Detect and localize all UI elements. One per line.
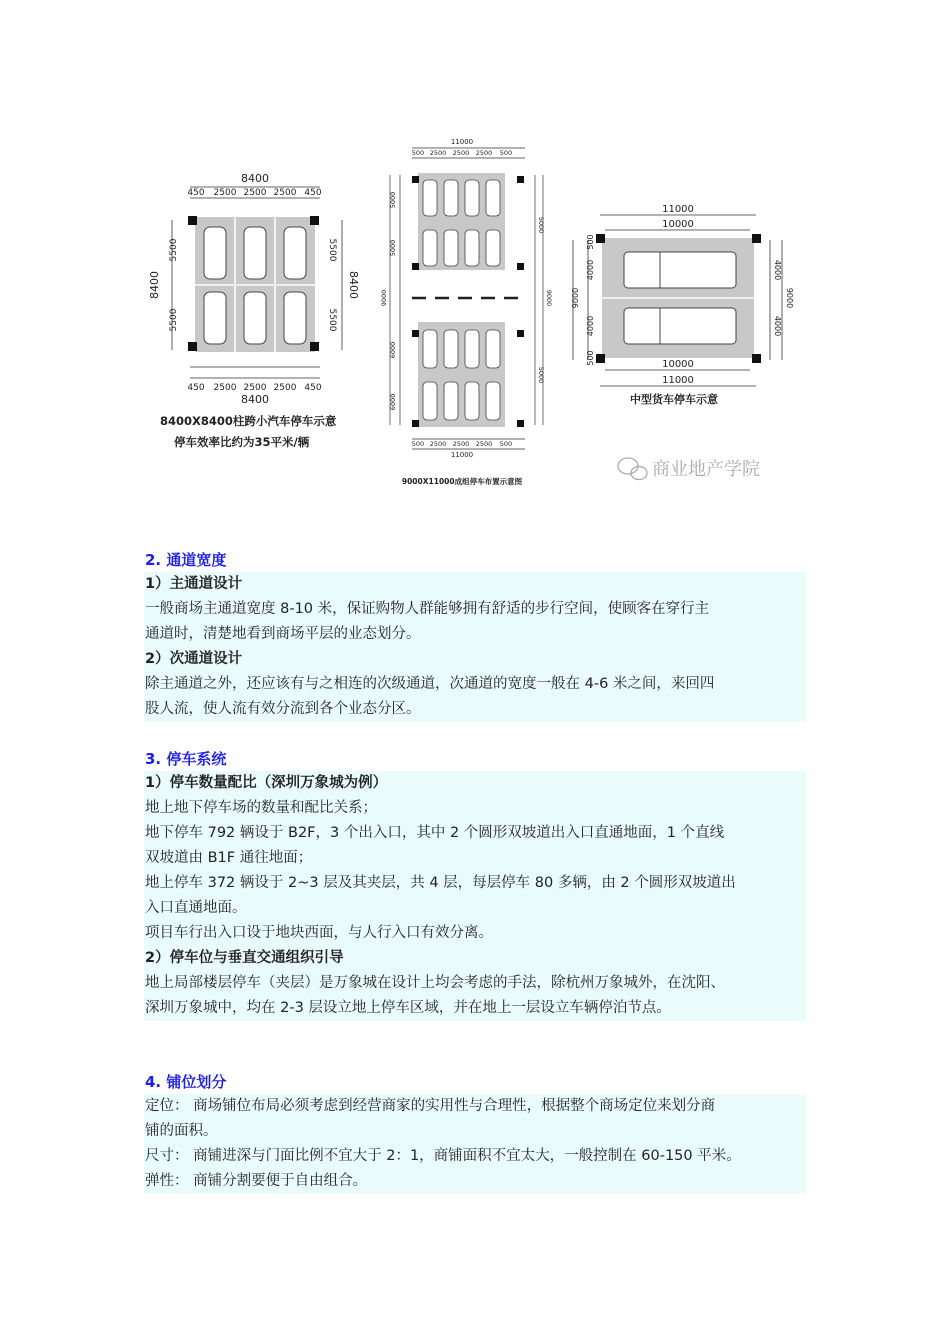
d2-bottom-part: 2500: [452, 440, 470, 448]
d2-top-part: 2500: [475, 149, 493, 157]
d2-right-dim: 5000: [537, 216, 545, 234]
section-title: 2. 通道宽度: [145, 551, 227, 569]
d2-caption: 9000X11000成组停车布置示意图: [401, 477, 523, 486]
paragraph-line: 除主通道之外，还应该有与之相连的次级通道，次通道的宽度一般在 4-6 米之间，来回四: [145, 676, 715, 692]
d2-top-dim: 11000: [450, 138, 474, 146]
d1-caption-line2: 停车效率比约为35平米/辆: [174, 435, 310, 449]
d1-bottom-part: 2500: [213, 383, 237, 393]
d1-bottom-part: 2500: [243, 383, 267, 393]
parking-diagram-figure: [150, 130, 810, 500]
d2-right-dim: 5000: [537, 366, 545, 384]
section-shop-division: [144, 1070, 806, 1194]
d1-caption-line1: 8400X8400柱跨小汽车停车示意: [160, 414, 337, 428]
d1-bottom-dim: 8400: [241, 393, 269, 406]
watermark: [618, 458, 760, 480]
d2-top-part: 2500: [429, 149, 447, 157]
section-parking-system: [144, 747, 806, 1021]
d2-top-part: 500: [499, 149, 513, 157]
paragraph-line: 尺寸： 商铺进深与门面比例不宜大于 2：1，商铺面积不宜太大，一般控制在 60-150 平米。: [145, 1148, 741, 1164]
d2-left-dim: 6000: [389, 393, 397, 411]
section-body: [144, 572, 806, 722]
d2-left-dim: 5000: [389, 239, 397, 257]
paragraph-line: 铺的面积。: [145, 1123, 218, 1139]
d1-top-part: 2500: [213, 188, 237, 198]
d2-left-dim: 6000: [389, 341, 397, 359]
d2-left-dim: 5000: [389, 191, 397, 209]
d2-top-part: 500: [411, 149, 425, 157]
paragraph-line: 一般商场主通道宽度 8-10 米，保证购物人群能够拥有舒适的步行空间，使顾客在穿行主: [145, 601, 710, 617]
d2-top-part: 2500: [452, 149, 470, 157]
d1-bottom-part: 450: [304, 383, 322, 393]
section-passage-width: [144, 548, 806, 722]
subheading: 2）停车位与垂直交通组织引导: [145, 950, 344, 966]
subheading: 2）次通道设计: [145, 651, 243, 667]
paragraph-line: 地上停车 372 辆设于 2~3 层及其夹层，共 4 层，每层停车 80 多辆，由 2 个圆形双坡道出: [145, 875, 736, 891]
diagram-group-9000x11000: [380, 138, 553, 486]
wechat-icon: [618, 458, 647, 480]
paragraph-line: 股人流，使人流有效分流到各个业态分区。: [145, 701, 421, 717]
d3-caption: 中型货车停车示意: [630, 393, 718, 406]
d1-top-part: 450: [304, 188, 322, 198]
d1-right-part: 5500: [327, 308, 337, 332]
d3-top-inner: 10000: [662, 219, 694, 230]
section-body: [144, 1094, 806, 1194]
paragraph-line: 定位： 商场铺位布局必须考虑到经营商家的实用性与合理性，根据整个商场定位来划分商: [145, 1098, 716, 1114]
d1-left-dim: 8400: [148, 271, 161, 299]
d1-right-part: 5500: [327, 238, 337, 262]
d1-top-part: 2500: [243, 188, 267, 198]
d1-bottom-part: 2500: [273, 383, 297, 393]
paragraph-line: 项目车行出入口设于地块西面，与人行入口有效分离。: [145, 925, 493, 941]
section-body: [144, 771, 806, 1021]
d2-bottom-part: 2500: [475, 440, 493, 448]
d1-top-dim: 8400: [241, 172, 269, 185]
section-title: 4. 铺位划分: [145, 1073, 227, 1091]
subheading: 1）主通道设计: [145, 576, 243, 592]
diagram-truck: [571, 204, 794, 406]
paragraph-line: 地上地下停车场的数量和配比关系；: [145, 800, 377, 816]
section-title: 3. 停车系统: [145, 750, 227, 768]
d3-left-part: 4000: [586, 259, 595, 281]
diagram-car-8400: [148, 172, 360, 449]
d1-right-dim: 8400: [347, 271, 360, 299]
paragraph-line: 弹性： 商铺分割要便于自由组合。: [145, 1173, 368, 1189]
d1-left-part: 5500: [169, 238, 179, 262]
d2-left-dim: 9000: [380, 289, 388, 307]
d3-bottom-inner: 10000: [662, 359, 694, 370]
d3-left-part: 500: [586, 350, 595, 366]
d3-left-dim: 9000: [571, 287, 580, 309]
paragraph-line: 地上局部楼层停车（夹层）是万象城在设计上均会考虑的手法，除杭州万象城外，在沈阳、: [145, 975, 725, 991]
paragraph-line: 通道时，清楚地看到商场平层的业态划分。: [145, 626, 421, 642]
d3-left-part: 500: [586, 234, 595, 250]
d2-right-dim: 9000: [545, 289, 553, 307]
d3-right-part: 4000: [773, 259, 782, 281]
d3-right-part: 4000: [773, 315, 782, 337]
d3-right-dim: 9000: [785, 287, 794, 309]
d1-top-part: 2500: [273, 188, 297, 198]
d2-bottom-part: 2500: [429, 440, 447, 448]
d3-top-dim: 11000: [662, 204, 694, 215]
parking-diagrams-svg: [150, 130, 810, 500]
d1-top-part: 450: [187, 188, 205, 198]
d3-left-part: 4000: [586, 315, 595, 337]
paragraph-line: 地下停车 792 辆设于 B2F，3 个出入口，其中 2 个圆形双坡道出入口直通地面，1 个直线: [145, 825, 725, 841]
paragraph-line: 深圳万象城中，均在 2-3 层设立地上停车区域，并在地上一层设立车辆停泊节点。: [145, 1000, 671, 1016]
d2-bottom-dim: 11000: [450, 451, 474, 459]
subheading: 1）停车数量配比（深圳万象城为例）: [145, 775, 388, 791]
d1-bottom-part: 450: [187, 383, 205, 393]
d3-bottom-dim: 11000: [662, 375, 694, 386]
d2-bottom-part: 500: [411, 440, 425, 448]
d2-bottom-part: 500: [499, 440, 513, 448]
paragraph-line: 双坡道由 B1F 通往地面；: [145, 850, 313, 866]
paragraph-line: 入口直通地面。: [145, 900, 247, 916]
d1-left-part: 5500: [169, 308, 179, 332]
watermark-text: 商业地产学院: [652, 459, 760, 480]
